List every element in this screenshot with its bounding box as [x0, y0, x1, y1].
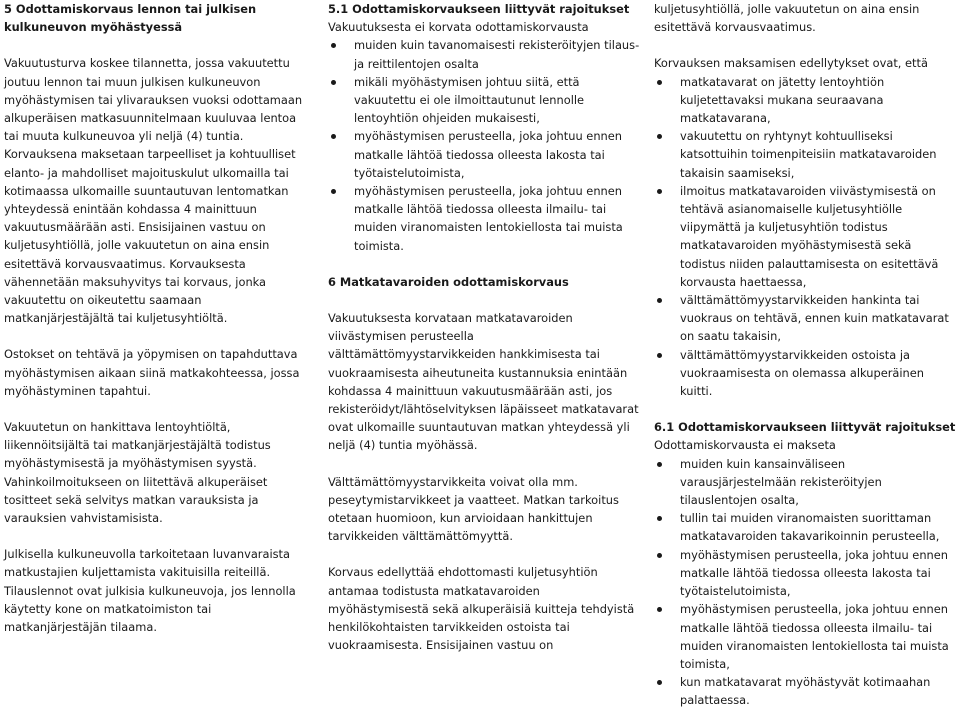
- paragraph: Vakuutusturva koskee tilannetta, jossa vakuutettu joutuu lennon tai muun julkisen kulkuneuvon myöhästymisen tai ylivarauksen vuoksi odottamaan alkuperäisen matkasuunnitelmaan kuuluvaa lentoa tai muuta kulkuneuvoa yli neljä (4) tuntia. Korvauksena maksetaan tarpeelliset ja kohtuulliset elanto- ja mahdolliset majoituskulut ulkomailla tai kotimaassa ulkomaille suuntautuvan lentomatkan yhteydessä enintään kohdassa 4 mainittuun vakuutusmäärään asti. Ensisijainen vastuu on kuljetusyhtiöllä, jolle vakuutetun on aina ensin esitettävä korvausvaatimus. Korvauksesta vähennetään maksuhyvitys tai korvaus, jonka vakuutettu on oikeutettu saamaan matkanjärjestäjältä tai kuljetusyhtiöltä.: [4, 56, 303, 326]
- paragraph: Vakuutuksesta ei korvata odottamiskorvausta: [328, 20, 589, 35]
- bullet-list: [328, 36, 640, 254]
- section-heading: 5 Odottamiskorvaus lennon tai julkisen kulkuneuvon myöhästyessä: [4, 2, 257, 35]
- paragraph: Vakuutetun on hankittava lentoyhtiöltä, liikennöitsijältä tai matkanjärjestäjältä todistus myöhästymisestä ja myöhästymisen syystä. Vahinkoilmoitukseen on liitettävä alkuperäiset tositteet sekä selvitys matkan varauksista ja varauksien vahvistamisista.: [4, 420, 271, 526]
- paragraph: Odottamiskorvausta ei makseta: [654, 438, 836, 453]
- paragraph: Korvaus edellyttää ehdottomasti kuljetusyhtiön antamaa todistusta matkatavaroiden myöhästymisestä sekä alkuperäisiä kuitteja tehdyistä henkilökohtaisten tarvikkeiden ostoista tai vuokraamisesta. Ensisijainen vastuu on: [328, 565, 635, 653]
- list-item: matkatavarat on jätetty lentoyhtiön kuljetettavaksi mukana seuraavana matkatavarana,: [654, 73, 958, 128]
- bullet-list: [654, 455, 958, 710]
- list-item: myöhästymisen perusteella, joka johtuu ennen matkalle lähtöä tiedossa olleesta ilmailu- tai muiden viranomaisten lentokiellosta tai muista toimista,: [654, 600, 958, 673]
- list-item: myöhästymisen perusteella, joka johtuu ennen matkalle lähtöä tiedossa olleesta lakosta tai työtaistelutoimista,: [328, 127, 640, 182]
- paragraph: Vakuutuksesta korvataan matkatavaroiden viivästymisen perusteella välttämättömyystarvikkeiden hankkimisesta tai vuokraamisesta aiheutuneita kustannuksia enintään kohdassa 4 mainittuun vakuutusmäärään asti, jos rekisteröidyt/lähtöselvityksen läpäisseet matkatavarat ovat ulkomaille suuntautuvan matkan yhteydessä yli neljä (4) tuntia myöhässä.: [328, 311, 639, 453]
- section-heading: 5.1 Odottamiskorvaukseen liittyvät rajoitukset: [328, 2, 630, 16]
- list-item: muiden kuin kansainväliseen varausjärjestelmään rekisteröityjen tilauslentojen osalta,: [654, 455, 958, 510]
- list-item: välttämättömyystarvikkeiden ostoista ja vuokraamisesta on olemassa alkuperäinen kuitti.: [654, 346, 958, 401]
- column-3: [654, 0, 958, 710]
- paragraph: Korvauksen maksamisen edellytykset ovat, että: [654, 56, 928, 71]
- list-item: ilmoitus matkatavaroiden viivästymisestä on tehtävä asianomaiselle kuljetusyhtiölle viipymättä ja kuljetusyhtiön todistus matkatavaroiden myöhästymisestä sekä todistus niiden palauttamisesta on esitettävä korvausta haettaessa,: [654, 182, 958, 291]
- paragraph: kuljetusyhtiöllä, jolle vakuutetun on aina ensin esitettävä korvausvaatimus.: [654, 2, 920, 35]
- paragraph: Julkisella kulkuneuvolla tarkoitetaan luvanvaraista matkustajien kuljettamista vakituisilla reiteillä. Tilauslennot ovat julkisia kulkuneuvoja, jos lennolla käytetty kone on matkatoimiston tai matkanjärjestäjän tilaama.: [4, 547, 296, 635]
- paragraph: Ostokset on tehtävä ja yöpymisen on tapahduttava myöhästymisen aikaan siinä matkakohteessa, jossa myöhästyminen tapahtui.: [4, 347, 300, 398]
- list-item: mikäli myöhästymisen johtuu siitä, että vakuutettu ei ole ilmoittautunut lennolle lentoyhtiön ohjeiden mukaisesti,: [328, 73, 640, 128]
- list-item: tullin tai muiden viranomaisten suorittaman matkatavaroiden takavarikoinnin perusteella,: [654, 509, 958, 545]
- list-item: myöhästymisen perusteella, joka johtuu ennen matkalle lähtöä tiedossa olleesta ilmailu- tai muiden viranomaisten lentokiellosta tai muista toimista.: [328, 182, 640, 255]
- list-item: vakuutettu on ryhtynyt kohtuulliseksi katsottuihin toimenpiteisiin matkatavaroiden takaisin saamiseksi,: [654, 127, 958, 182]
- list-item: kun matkatavarat myöhästyvät kotimaahan palattaessa.: [654, 673, 958, 709]
- list-item: muiden kuin tavanomaisesti rekisteröityjen tilaus- ja reittilentojen osalta: [328, 36, 640, 72]
- column-1: [4, 0, 310, 636]
- bullet-list: [654, 73, 958, 401]
- paragraph: Välttämättömyystarvikkeita voivat olla mm. peseytymistarvikkeet ja vaatteet. Matkan tarkoitus otetaan huomioon, kun arvioidaan hankittujen tarvikkeiden välttämättömyyttä.: [328, 474, 619, 544]
- section-heading: 6.1 Odottamiskorvaukseen liittyvät rajoitukset: [654, 420, 956, 435]
- list-item: myöhästymisen perusteella, joka johtuu ennen matkalle lähtöä tiedossa olleesta lakosta tai työtaistelutoimista,: [654, 546, 958, 601]
- section-heading: 6 Matkatavaroiden odottamiskorvaus: [328, 274, 569, 289]
- column-2: [328, 0, 640, 655]
- list-item: välttämättömyystarvikkeiden hankinta tai vuokraus on tehtävä, ennen kuin matkatavarat on saatu takaisin,: [654, 291, 958, 346]
